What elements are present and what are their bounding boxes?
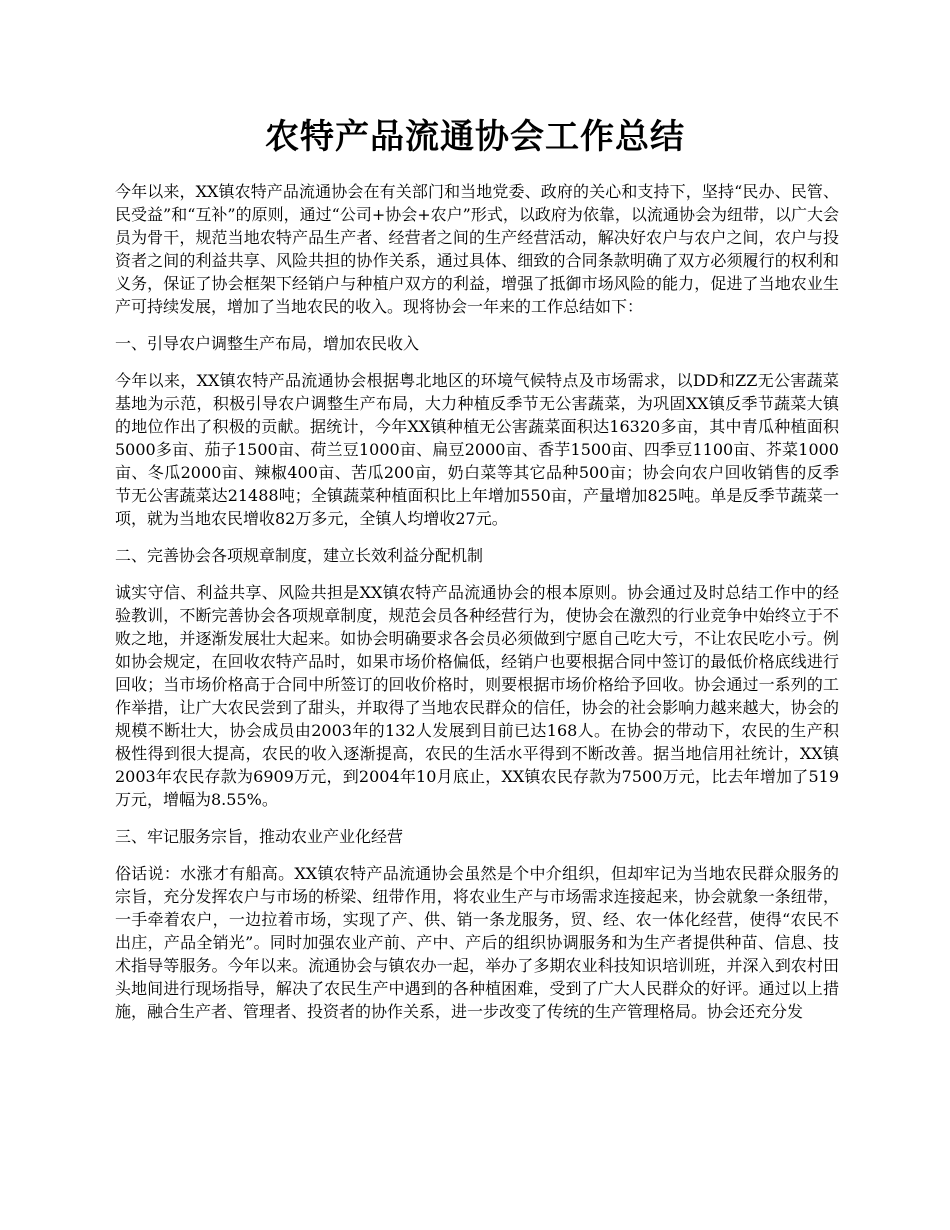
section-3-paragraph: 俗话说：水涨才有船高。XX镇农特产品流通协会虽然是个中介组织，但却牢记为当地农民群众服务的宗旨，充分发挥农户与市场的桥梁、纽带作用，将农业生产与市场需求连接起来，协会就象一条纽带，一手牵着农户，一边拉着市场，实现了产、供、销一条龙服务，贸、经、农一体化经营，使得“农民不出庄，产品全销光”。同时加强农业产前、产中、产后的组织协调服务和为生产者提供种苗、信息、技术指导等服务。今年以来。流通协会与镇农办一起，举办了多期农业科技知识培训班，并深入到农村田头地间进行现场指导，解决了农民生产中遇到的各种植困难，受到了广大人民群众的好评。通过以上措施，融合生产者、管理者、投资者的协作关系，进一步改变了传统的生产管理格局。协会还充分发 bbox=[115, 864, 839, 1021]
section-heading-2: 二、完善协会各项规章制度，建立长效利益分配机制 bbox=[115, 546, 484, 565]
section-2-paragraph: 诚实守信、利益共享、风险共担是XX镇农特产品流通协会的根本原则。协会通过及时总结工作中的经验教训，不断完善协会各项规章制度，规范会员各种经营行为，使协会在激烈的行业竞争中始终立于不败之地，并逐渐发展壮大起来。如协会明确要求各会员必须做到宁愿自己吃大亏，不让农民吃小亏。例如协会规定，在回收农特产品时，如果市场价格偏低，经销户也要根据合同中签订的最低价格底线进行回收；当市场价格高于合同中所签订的回收价格时，则要根据市场价格给予回收。协会通过一系列的工作举措，让广大农民尝到了甜头，并取得了当地农民群众的信任，协会的社会影响力越来越大，协会的规模不断壮大，协会成员由2003年的132人发展到目前已达168人。在协会的带动下，农民的生产积极性得到很大提高，农民的收入逐渐提高，农民的生活水平得到不断改善。据当地信用社统计，XX镇2003年农民存款为6909万元，到2004年10月底止，XX镇农民存款为7500万元，比去年增加了519万元，增幅为8.55%。 bbox=[115, 583, 839, 809]
section-1-paragraph: 今年以来，XX镇农特产品流通协会根据粤北地区的环境气候特点及市场需求，以DD和ZZ无公害蔬菜基地为示范，积极引导农户调整生产布局，大力种植反季节无公害蔬菜，为巩固XX镇反季节蔬菜大镇的地位作出了积极的贡献。据统计，今年XX镇种植无公害蔬菜面积达16320多亩，其中青瓜种植面积5000多亩、茄子1500亩、荷兰豆1000亩、扁豆2000亩、香芋1500亩、四季豆1100亩、芥菜1000亩、冬瓜2000亩、辣椒400亩、苦瓜200亩，奶白菜等其它品种500亩；协会向农户回收销售的反季节无公害蔬菜达21488吨；全镇蔬菜种植面积比上年增加550亩，产量增加825吨。单是反季节蔬菜一项，就为当地农民增收82万多元，全镇人均增收27元。 bbox=[115, 371, 839, 528]
intro-paragraph: 今年以来，XX镇农特产品流通协会在有关部门和当地党委、政府的关心和支持下，坚持“民办、民管、民受益”和“互补”的原则，通过“公司+协会+农户”形式，以政府为依靠，以流通协会为纽带，以广大会员为骨干，规范当地农特产品生产者、经营者之间的生产经营活动，解决好农户与农户之间，农户与投资者之间的利益共享、风险共担的协作关系，通过具体、细致的合同条款明确了双方必须履行的权利和义务，保证了协会框架下经销户与种植户双方的利益，增强了抵御市场风险的能力，促进了当地农业生产可持续发展，增加了当地农民的收入。现将协会一年来的工作总结如下： bbox=[115, 182, 839, 316]
section-heading-1: 一、引导农户调整生产布局，增加农民收入 bbox=[115, 334, 420, 353]
document-body bbox=[115, 180, 839, 1037]
document-title: 农特产品流通协会工作总结 bbox=[265, 117, 685, 157]
section-heading-3: 三、牢记服务宗旨，推动农业产业化经营 bbox=[115, 827, 404, 846]
